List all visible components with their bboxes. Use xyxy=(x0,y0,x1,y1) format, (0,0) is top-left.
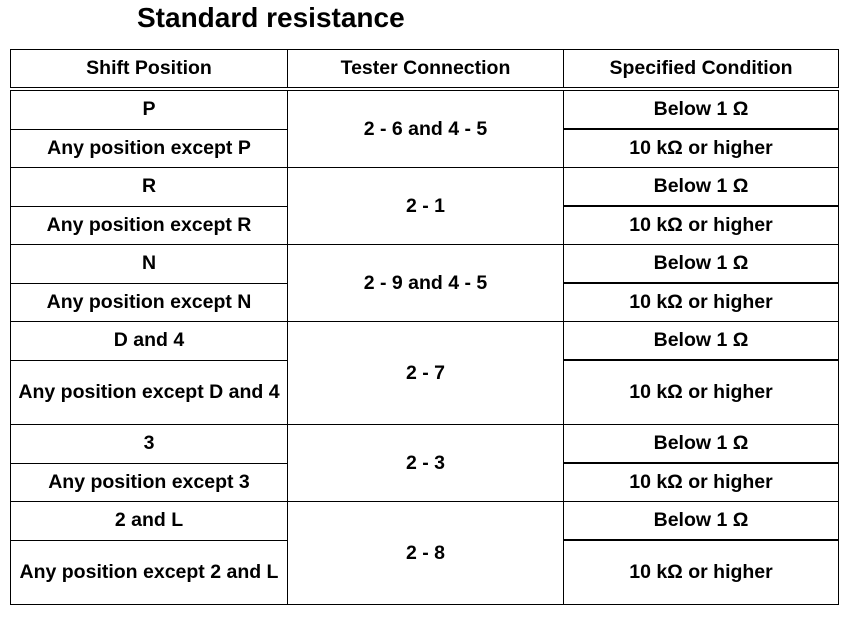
table-row xyxy=(11,322,839,361)
table-row xyxy=(11,168,839,207)
shift-position-cell: Any position except D and 4 xyxy=(11,360,288,425)
tester-connection-cell: 2 - 1 xyxy=(288,168,564,245)
specified-condition-cell: Below 1 Ω xyxy=(564,502,839,541)
specified-condition-cell: 10 kΩ or higher xyxy=(564,360,839,425)
specified-condition-cell: Below 1 Ω xyxy=(564,168,839,207)
header-shift-position: Shift Position xyxy=(11,50,288,90)
header-specified-condition: Specified Condition xyxy=(564,50,839,90)
header-row xyxy=(11,50,839,90)
shift-position-cell: 2 and L xyxy=(11,502,288,541)
specified-condition-cell: 10 kΩ or higher xyxy=(564,206,839,245)
specified-condition-cell: Below 1 Ω xyxy=(564,425,839,464)
table-row xyxy=(11,89,839,129)
table-row xyxy=(11,502,839,541)
tester-connection-cell: 2 - 3 xyxy=(288,425,564,502)
shift-position-cell: Any position except P xyxy=(11,129,288,168)
shift-position-cell: Any position except 3 xyxy=(11,463,288,502)
shift-position-cell: 3 xyxy=(11,425,288,464)
specified-condition-cell: 10 kΩ or higher xyxy=(564,129,839,168)
specified-condition-cell: Below 1 Ω xyxy=(564,322,839,361)
page-title: Standard resistance xyxy=(137,2,405,33)
shift-position-cell: Any position except 2 and L xyxy=(11,540,288,605)
specified-condition-cell: Below 1 Ω xyxy=(564,245,839,284)
tester-connection-cell: 2 - 6 and 4 - 5 xyxy=(288,89,564,168)
specified-condition-cell: Below 1 Ω xyxy=(564,89,839,129)
header-tester-connection: Tester Connection xyxy=(288,50,564,90)
shift-position-cell: P xyxy=(11,89,288,129)
shift-position-cell: N xyxy=(11,245,288,284)
tester-connection-cell: 2 - 7 xyxy=(288,322,564,425)
tester-connection-cell: 2 - 9 and 4 - 5 xyxy=(288,245,564,322)
resistance-table xyxy=(10,49,839,605)
shift-position-cell: R xyxy=(11,168,288,207)
specified-condition-cell: 10 kΩ or higher xyxy=(564,540,839,605)
shift-position-cell: Any position except N xyxy=(11,283,288,322)
table-row xyxy=(11,245,839,284)
specified-condition-cell: 10 kΩ or higher xyxy=(564,463,839,502)
table-row xyxy=(11,425,839,464)
specified-condition-cell: 10 kΩ or higher xyxy=(564,283,839,322)
shift-position-cell: D and 4 xyxy=(11,322,288,361)
shift-position-cell: Any position except R xyxy=(11,206,288,245)
tester-connection-cell: 2 - 8 xyxy=(288,502,564,605)
